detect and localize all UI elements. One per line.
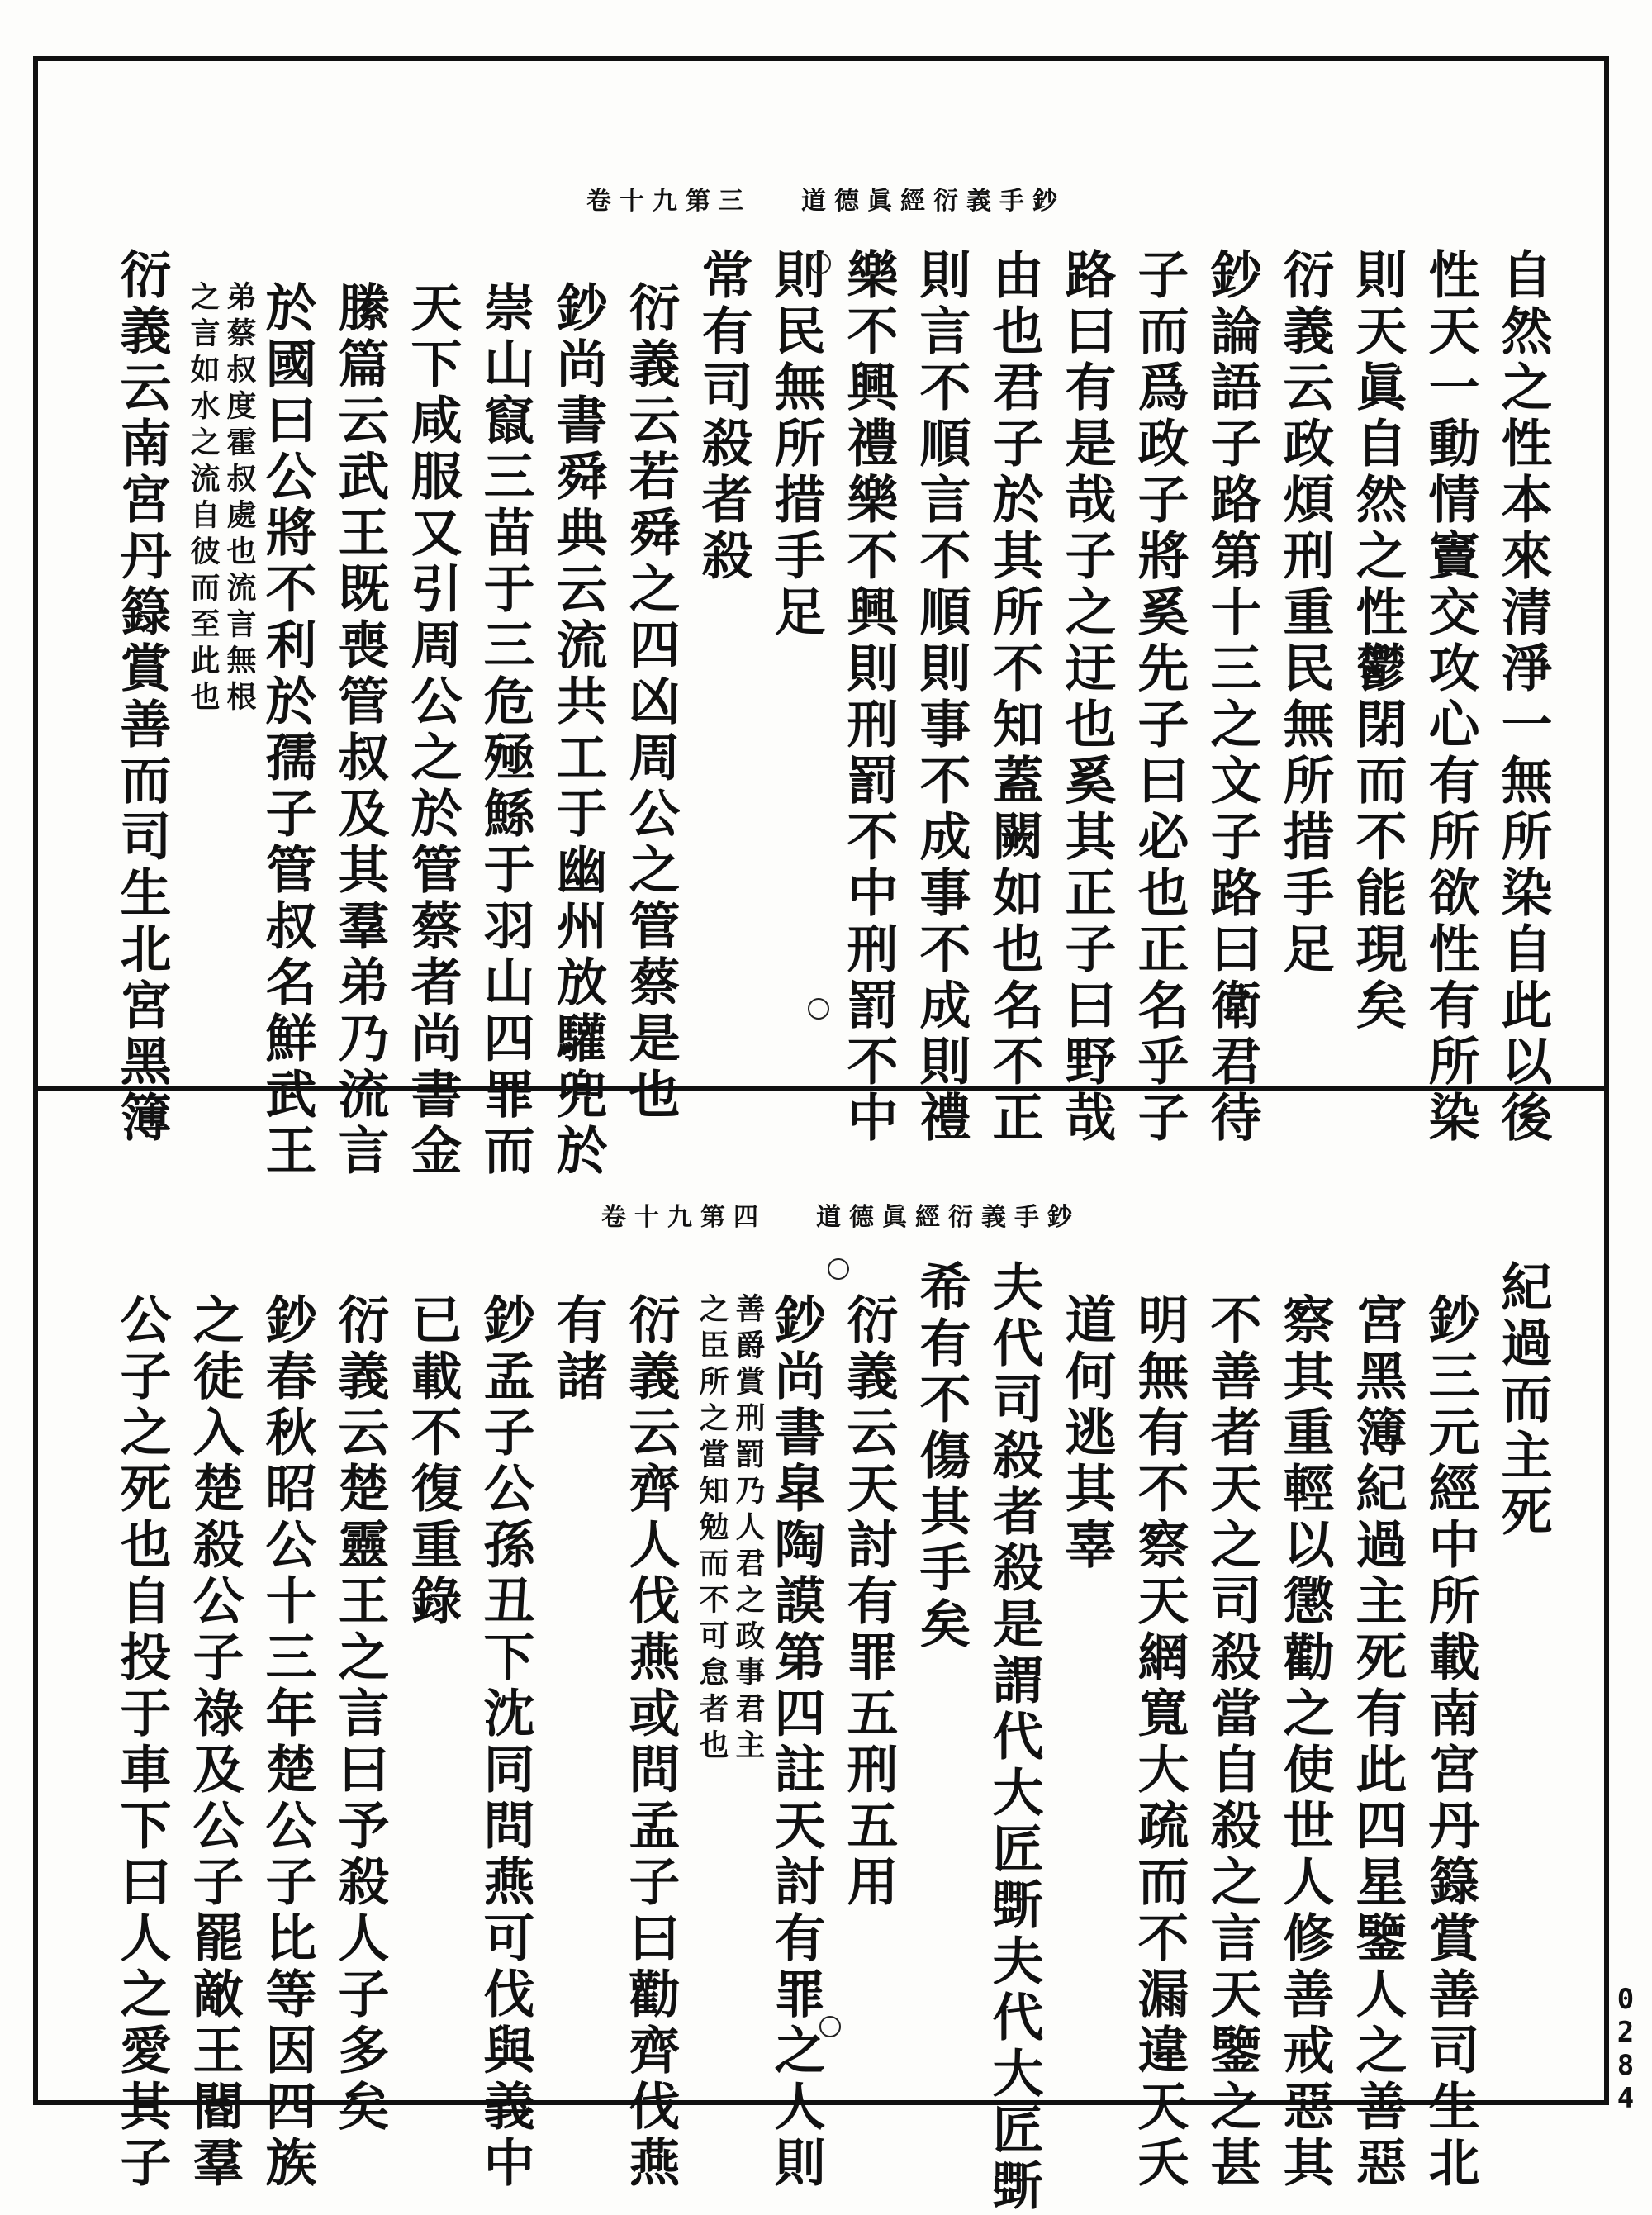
top-text-column: 之言如水之流自彼而至此也 [186,281,221,717]
bottom-text-column: 之臣所之當知勉而不可怠者也 [695,1293,729,1766]
top-text-column: 衍義云政煩刑重民無所措手足 [1275,248,1335,978]
bottom-text-column: 衍義云齊人伐燕或問孟子曰勸齊伐燕 [620,1293,681,2192]
top-volume-label: 卷十九第三 [586,187,752,216]
top-text-column: 縢篇云武王既喪管叔及其羣弟乃流言 [330,281,390,1180]
bottom-text-column: 明無有不察天網寬大疏而不漏違天夭 [1129,1293,1189,2192]
bottom-text-column: 鈔尚書皐陶謨第四註天討有罪之人則 [766,1293,826,2192]
top-text-column: 衍義云若舜之四凶周公之管蔡是也 [620,281,681,1124]
bottom-text-column: 紀過而主死 [1493,1260,1553,1541]
top-text-column: 子而爲政子將奚先子曰必也正名乎子 [1129,248,1189,1147]
bottom-text-column: 衍義云楚靈王之言曰予殺人子多矣 [330,1293,390,2136]
bottom-text-column: 公子之死也自投于車下曰人之愛其子 [112,1293,172,2192]
bottom-title-label: 道德眞經衍義手鈔 [816,1203,1080,1232]
bottom-text-column: 鈔孟子公孫丑下沈同問燕可伐與義中 [475,1293,535,2192]
bottom-text-column: 不善者天之司殺當自殺之言天鑒之甚 [1202,1293,1262,2192]
bottom-text-column: 察其重輕以懲勸之使世人修善戒惡其 [1275,1293,1335,2192]
circle-mark [808,998,829,1020]
bottom-text-column: 善爵賞刑罰乃人君之政事君主 [731,1293,766,1766]
bottom-volume-label: 卷十九第四 [601,1203,767,1232]
top-title-label: 道德眞經衍義手鈔 [801,187,1066,216]
circle-mark [828,1258,849,1280]
bottom-text-column: 鈔春秋昭公十三年楚公子比等因四族 [257,1293,317,2192]
top-text-column: 自然之性本來清淨一無所染自此以後 [1493,248,1553,1147]
bottom-text-column: 有諸 [548,1293,608,1405]
top-text-column: 樂不興禮樂不興則刑罰不中刑罰不中 [838,248,899,1147]
bottom-text-column: 宮黑簿紀過主死有此四星鑒人之善惡 [1347,1293,1408,2192]
top-text-column: 則天眞自然之性鬱閉而不能現矣 [1347,248,1408,1034]
bottom-text-column: 鈔三元經中所載南宮丹籙賞善司生北 [1420,1293,1480,2192]
top-text-column: 則民無所措手足 [766,248,826,641]
circle-mark [809,253,831,274]
page-number: 0284 [1609,1983,1642,2115]
top-text-column: 鈔尚書舜典云流共工于幽州放驩兜於 [548,281,608,1180]
circle-mark [819,2016,841,2037]
top-text-column: 路曰有是哉子之迂也奚其正子曰野哉 [1056,248,1117,1147]
top-text-column: 則言不順言不順則事不成事不成則禮 [911,248,971,1147]
top-text-column: 由也君子於其所不知蓋闕如也名不正 [984,248,1044,1147]
top-text-column: 常有司殺者殺 [693,248,753,585]
bottom-text-column: 之徒入楚殺公子祿及公子罷敵王閽羣 [184,1293,244,2192]
bottom-text-column: 希有不傷其手矣 [911,1260,971,1653]
top-text-column: 衍義云南宮丹籙賞善而司生北宮黑簿 [112,248,172,1147]
bottom-text-column: 衍義云天討有罪五刑五用 [838,1293,899,1911]
top-page-header [586,180,1066,216]
bottom-text-column: 已載不復重錄 [402,1293,463,1630]
top-text-column: 於國曰公將不利於孺子管叔名鮮武王 [257,281,317,1180]
bottom-page-header [601,1196,1080,1233]
bottom-text-column: 夫代司殺者殺是謂代大匠斲夫代大匠斲 [984,1260,1044,2215]
top-text-column: 性天一動情竇交攻心有所欲性有所染 [1420,248,1480,1147]
top-text-column: 弟蔡叔度霍叔處也流言無根 [222,281,257,717]
bottom-text-column: 道何逃其辜 [1056,1293,1117,1574]
top-text-column: 鈔論語子路第十三之文子路曰衛君待 [1202,248,1262,1147]
top-text-column: 崇山竄三苗于三危殛鯀于羽山四罪而 [475,281,535,1180]
top-text-column: 天下咸服又引周公之於管蔡者尚書金 [402,281,463,1180]
